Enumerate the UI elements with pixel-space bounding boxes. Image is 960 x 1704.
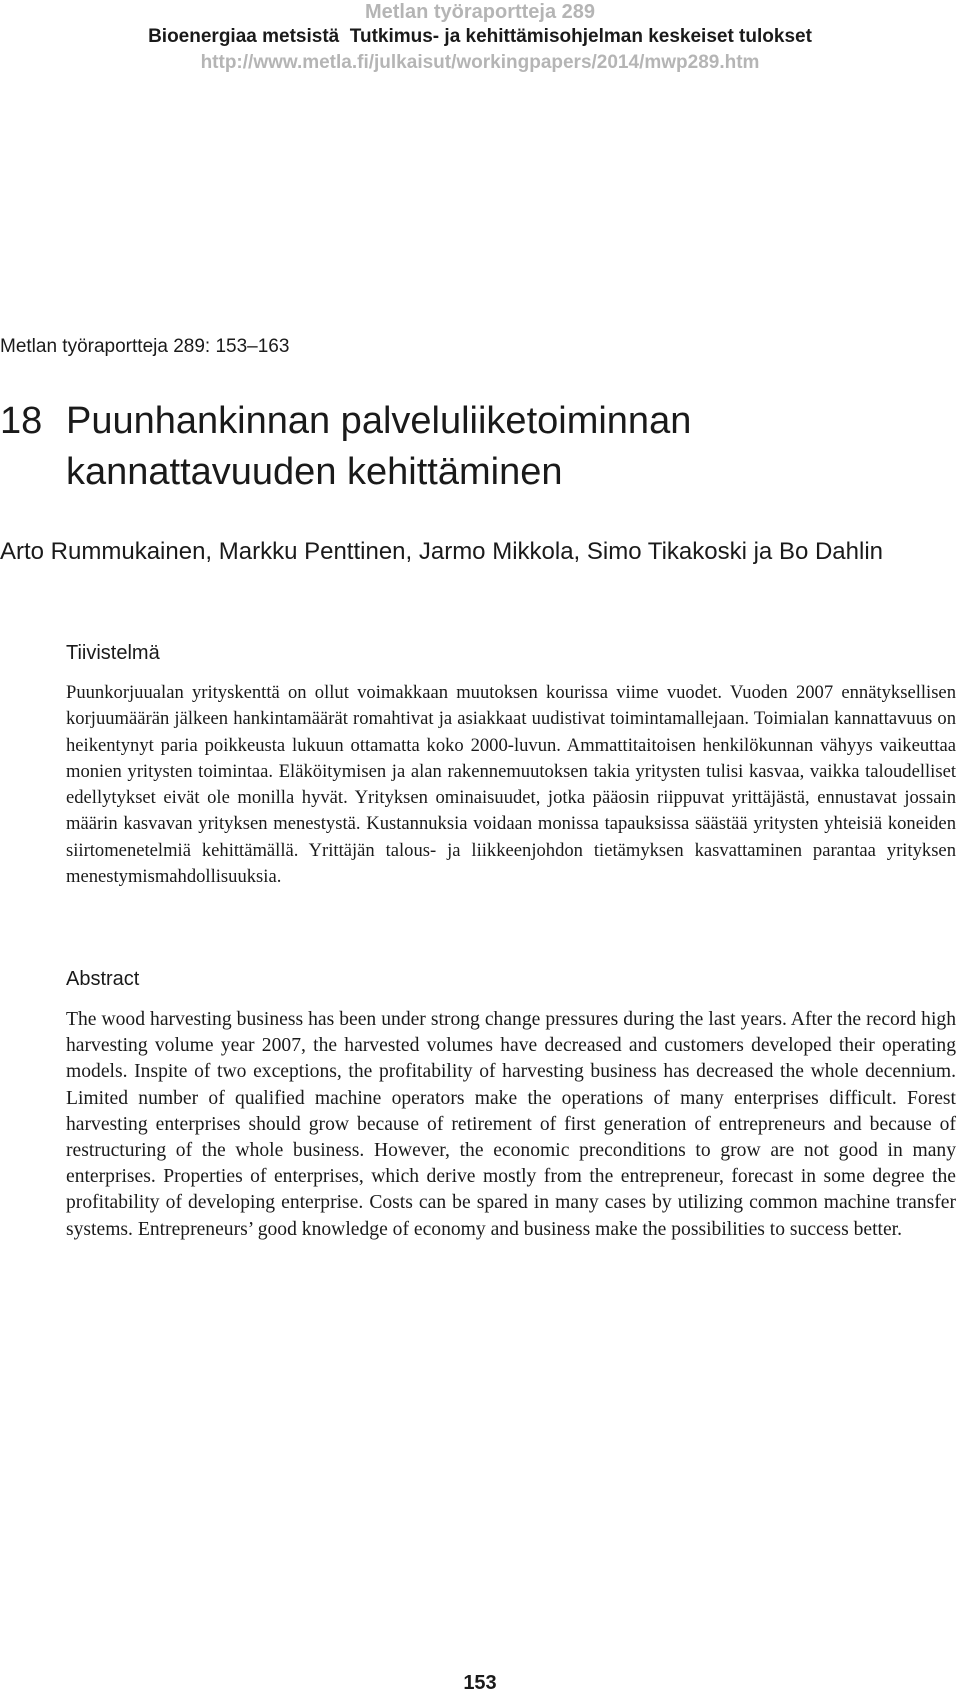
abstract-heading: Abstract — [66, 968, 140, 990]
header-series-title: Metlan työraportteja 289 — [364, 1, 596, 23]
chapter-authors: Arto Rummukainen, Markku Penttinen, Jarmo Mikkola, Simo Tikakoski ja Bo Dahlin — [0, 538, 884, 565]
tiivistelma-text: Puunkorjuualan yrityskenttä on ollut voimakkaan muutoksen kourissa viime vuodet. Vuoden 2007 ennätyksellisen korjuumäärän jälkeen hankintamäärät romahtivat ja asiakkaat uudistivat toimintamallejaan. Toimialan kannattavuus on heikentynyt paria poikkeusta lukuun ottamatta koko 2000-luvun. Ammattitaitoisen henkilökunnan vähyys vaikeuttaa monien yritysten toimintaa. Eläköitymisen ja alan rakennemuutoksen takia yritysten tulisi kasvaa, vaikka taloudelliset edellytykset eivät ole monilla hyvät. Yrityksen ominaisuudet, jotka pääosin riippuvat yrittäjästä, ennustavat jossain määrin kasvavan yrityksen menestystä. Kustannuksia voidaan monissa tapauksissa säästää yritysten yhteisiä koneiden siirtomenetelmiä kehittämällä. Yrittäjän talous- ja liikkeenjohdon tietämyksen kasvattaminen parantaa yrityksen menestymismahdollisuuksia. — [66, 682, 956, 888]
header-url: http://www.metla.fi/julkaisut/workingpapers/2014/mwp289.htm — [200, 52, 760, 73]
page-number: 153 — [463, 1672, 497, 1694]
chapter-number: 18 — [0, 400, 43, 442]
header-publication-title: Bioenergiaa metsistä Tutkimus- ja kehittämisohjelman keskeiset tulokset — [148, 26, 812, 47]
tiivistelma-heading: Tiivistelmä — [66, 642, 160, 664]
chapter-title — [0, 396, 960, 498]
chapter-title-line-1: Puunhankinnan palveluliiketoiminnan — [66, 400, 692, 442]
chapter-title-line-2: kannattavuuden kehittäminen — [66, 451, 563, 493]
running-header — [0, 0, 960, 76]
abstract-text: The wood harvesting business has been under strong change pressures during the last years. After the record high harvesting volume year 2007, the harvested volumes have decreased and customers developed their operating models. Inspite of two exceptions, the profitability of harvesting business has decreased the whole decennium. Limited number of qualified machine operators make the operations of many enterprises difficult. Forest harvesting enterprises should grow because of retirement of first generation of entrepreneurs and because of restructuring of the whole business. However, the economic preconditions to grow are not good in many enterprises. Properties of enterprises, which derive mostly from the entrepreneur, forecast in some degree the profitability of developing enterprise. Costs can be spared in many cases by utilizing common machine transfer systems. Entrepreneurs’ good knowledge of economy and business make the possibilities to success better. — [66, 1009, 956, 1240]
chapter-citation: Metlan työraportteja 289: 153–163 — [0, 336, 290, 357]
